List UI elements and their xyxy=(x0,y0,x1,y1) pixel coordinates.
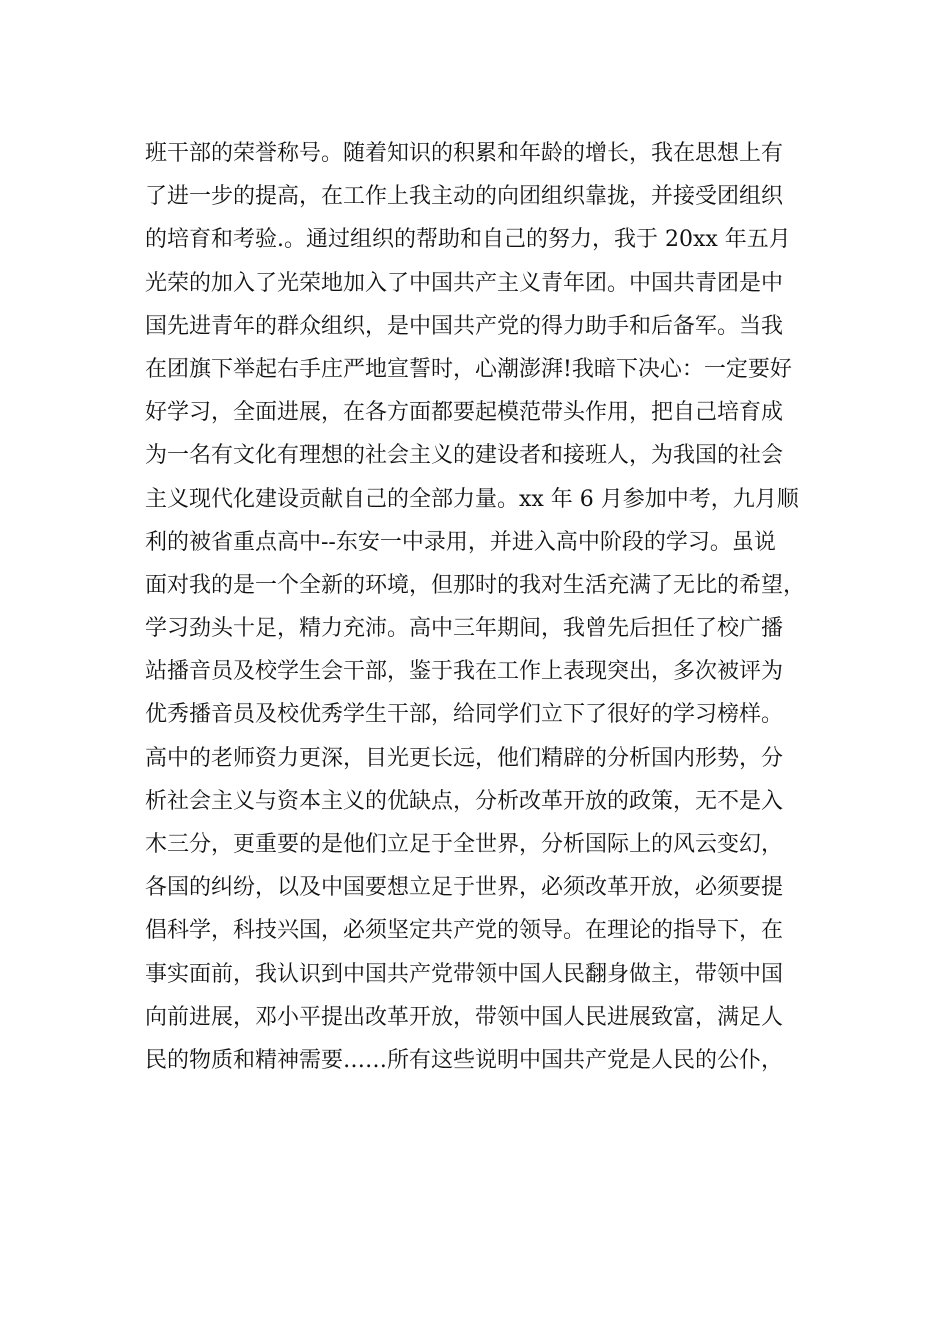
text-line: 事实面前，我认识到中国共产党带领中国人民翻身做主，带领中国 xyxy=(145,961,784,987)
text-line: 倡科学，科技兴国，必须坚定共产党的领导。在理论的指导下，在 xyxy=(145,918,784,944)
body-text xyxy=(145,132,825,1082)
text-line: 了进一步的提高，在工作上我主动的向团组织靠拢，并接受团组织 xyxy=(145,184,784,210)
text-line: 高中的老师资力更深，目光更长远，他们精辟的分析国内形势，分 xyxy=(145,745,784,771)
text-line: 站播音员及校学生会干部，鉴于我在工作上表现突出，多次被评为 xyxy=(145,659,784,685)
text-line: 民的物质和精神需要……所有这些说明中国共产党是人民的公仆， xyxy=(145,1047,784,1073)
text-line: 析社会主义与资本主义的优缺点，分析改革开放的政策，无不是入 xyxy=(145,788,784,814)
text-line: 学习劲头十足，精力充沛。高中三年期间，我曾先后担任了校广播 xyxy=(145,616,784,642)
text-line: 国先进青年的群众组织，是中国共产党的得力助手和后备军。当我 xyxy=(145,313,784,339)
text-line: 好学习，全面进展，在各方面都要起模范带头作用，把自己培育成 xyxy=(145,400,784,426)
text-line: 面对我的是一个全新的环境，但那时的我对生活充满了无比的希望， xyxy=(145,572,806,598)
text-line: 的培育和考验.。通过组织的帮助和自己的努力，我于 20xx 年五月 xyxy=(145,227,791,253)
text-line: 木三分，更重要的是他们立足于全世界，分析国际上的风云变幻， xyxy=(145,832,784,857)
text-line: 各国的纠纷，以及中国要想立足于世界，必须改革开放，必须要提 xyxy=(145,875,784,901)
text-line: 向前进展，邓小平提出改革开放，带领中国人民进展致富，满足人 xyxy=(145,1004,784,1030)
text-line: 优秀播音员及校优秀学生干部，给同学们立下了很好的学习榜样。 xyxy=(145,702,784,728)
text-line: 在团旗下举起右手庄严地宣誓时，心潮澎湃!我暗下决心：一定要好 xyxy=(145,356,792,382)
text-line: 光荣的加入了光荣地加入了中国共产主义青年团。中国共青团是中 xyxy=(145,270,784,296)
text-line: 班干部的荣誉称号。随着知识的积累和年龄的增长，我在思想上有 xyxy=(145,141,784,166)
text-line: 主义现代化建设贡献自己的全部力量。xx 年 6 月参加中考，九月顺 xyxy=(145,486,799,512)
text-line: 为一名有文化有理想的社会主义的建设者和接班人，为我国的社会 xyxy=(145,443,784,469)
text-line: 利的被省重点高中--东安一中录用，并进入高中阶段的学习。虽说 xyxy=(145,529,776,555)
